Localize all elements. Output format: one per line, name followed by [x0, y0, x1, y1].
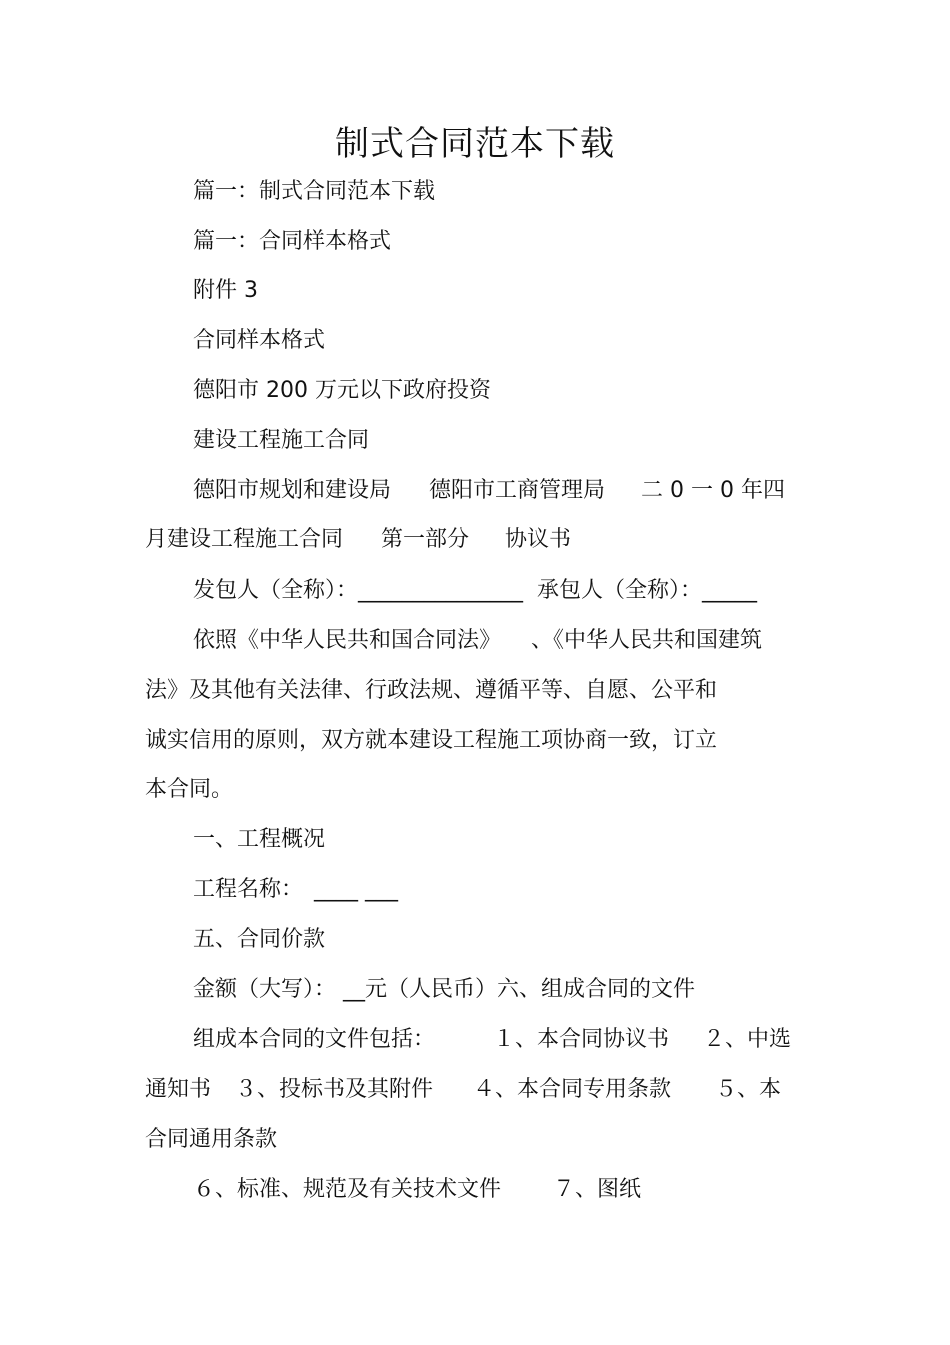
contractor-field: 承包人（全称）：_____ [537, 578, 758, 603]
line-amount: 金额（大写）： __元（人民币）六、组成合同的文件 [193, 977, 695, 1002]
legal-basis-building-law: 、《中华人民共和国建筑 [531, 628, 763, 653]
line-contract-documents-cont [145, 1075, 781, 1105]
issue-date-part: 二 0 一 0 年四 [641, 478, 785, 503]
line-general-terms: 合同通用条款 [145, 1127, 278, 1152]
line-legal-basis-cont-2: 诚实信用的原则，双方就本建设工程施工项协商一致，订立 [145, 728, 718, 753]
line-legal-basis-cont-1: 法》及其他有关法律、行政法规、遵循平等、自愿、公平和 [145, 678, 718, 703]
document-item-2-cont: 通知书 [145, 1077, 212, 1102]
line-contract-documents [193, 1025, 791, 1055]
document-item-5: ５、本 [715, 1077, 782, 1102]
line-section-overview: 一、工程概况 [193, 827, 326, 852]
employer-field: 发包人（全称）：_______________ [193, 578, 524, 603]
issue-date-continued: 月建设工程施工合同 [145, 527, 344, 552]
line-chapter-subheading: 篇一：合同样本格式 [193, 229, 392, 254]
line-issuers [193, 476, 785, 506]
line-standards-drawings [193, 1175, 641, 1205]
line-chapter-heading: 篇一：制式合同范本下载 [193, 179, 436, 204]
line-section-price: 五、合同价款 [193, 927, 326, 952]
document-item-6: ６、标准、规范及有关技术文件 [193, 1177, 502, 1202]
line-attachment: 附件 3 [193, 278, 258, 303]
document-item-1: １、本合同协议书 [493, 1027, 670, 1052]
document-item-7: ７、图纸 [553, 1177, 642, 1202]
part-one-label: 第一部分 [381, 527, 470, 552]
document-title: 制式合同范本下载 [335, 124, 615, 164]
agreement-label: 协议书 [505, 527, 572, 552]
line-legal-basis-cont-3: 本合同。 [145, 777, 234, 802]
legal-basis-contract-law: 依照《中华人民共和国合同法》 [193, 628, 502, 653]
line-part-one [145, 525, 571, 555]
line-contract-name: 建设工程施工合同 [193, 428, 370, 453]
line-legal-basis [193, 626, 762, 656]
line-project-name: 工程名称： ____ ___ [193, 877, 398, 902]
document-item-2: ２、中选 [703, 1027, 792, 1052]
line-sample-format: 合同样本格式 [193, 328, 326, 353]
line-deyang-investment: 德阳市 200 万元以下政府投资 [193, 378, 491, 403]
document-item-4: ４、本合同专用条款 [473, 1077, 672, 1102]
issuer-commerce-bureau: 德阳市工商管理局 [429, 478, 606, 503]
document-item-3: ３、投标书及其附件 [235, 1077, 434, 1102]
issuer-planning-bureau: 德阳市规划和建设局 [193, 478, 392, 503]
documents-intro: 组成本合同的文件包括： [193, 1027, 436, 1052]
line-parties [193, 576, 757, 606]
